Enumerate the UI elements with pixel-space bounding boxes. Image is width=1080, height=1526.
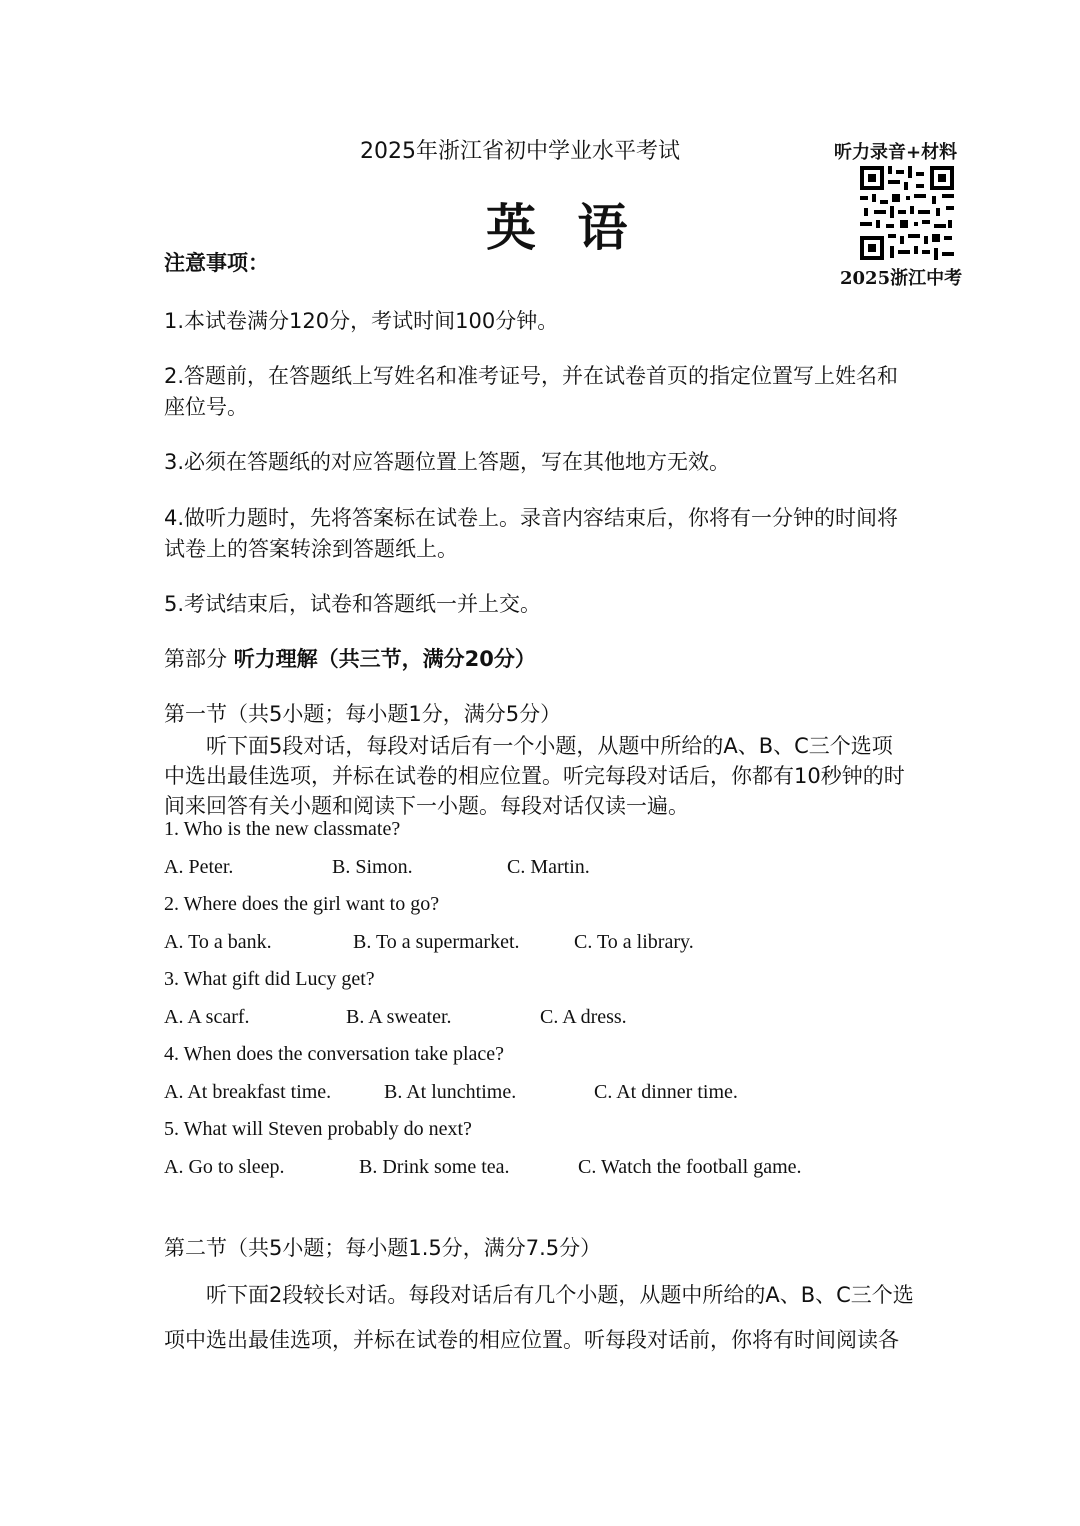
notice-item: 座位号。 bbox=[164, 395, 248, 419]
question-text: 2. Where does the girl want to go? bbox=[164, 893, 440, 915]
instruction-line: 中选出最佳选项，并标在试卷的相应位置。听完每段对话后，你都有10秒钟的时 bbox=[164, 764, 905, 788]
instruction-line: 间来回答有关小题和阅读下一小题。每段对话仅读一遍。 bbox=[164, 794, 689, 818]
option-c: C. To a library. bbox=[574, 931, 694, 953]
option-a: A. To a bank. bbox=[164, 931, 272, 953]
option-c: C. Martin. bbox=[507, 856, 590, 878]
exam-subtitle: 2025年浙江省初中学业水平考试 bbox=[360, 139, 680, 164]
instruction-line: 项中选出最佳选项，并标在试卷的相应位置。听每段对话前，你将有时间阅读各 bbox=[164, 1328, 899, 1352]
option-b: B. Drink some tea. bbox=[359, 1156, 510, 1178]
option-c: C. Watch the football game. bbox=[578, 1156, 802, 1178]
part-prefix: 第部分 bbox=[164, 647, 227, 671]
option-b: B. Simon. bbox=[332, 856, 413, 878]
question-text: 3. What gift did Lucy get? bbox=[164, 968, 375, 990]
option-a: A. At breakfast time. bbox=[164, 1081, 332, 1103]
option-b: B. At lunchtime. bbox=[384, 1081, 517, 1103]
option-c: C. At dinner time. bbox=[594, 1081, 738, 1103]
question-text: 5. What will Steven probably do next? bbox=[164, 1118, 472, 1140]
option-a: A. Go to sleep. bbox=[164, 1156, 285, 1178]
notice-item: 4.做听力题时，先将答案标在试卷上。录音内容结束后，你将有一分钟的时间将 bbox=[164, 506, 899, 530]
option-a: A. Peter. bbox=[164, 856, 234, 878]
option-b: B. A sweater. bbox=[346, 1006, 452, 1028]
instruction-line: 听下面5段对话，每段对话后有一个小题，从题中所给的A、B、C三个选项 bbox=[206, 734, 893, 758]
question-text: 4. When does the conversation take place? bbox=[164, 1043, 505, 1065]
notice-item: 2.答题前，在答题纸上写姓名和准考证号，并在试卷首页的指定位置写上姓名和 bbox=[164, 364, 899, 388]
notice-item: 5.考试结束后，试卷和答题纸一并上交。 bbox=[164, 592, 542, 616]
qr-bottom-caption: 2025浙江中考 bbox=[840, 268, 963, 289]
notice-heading: 注意事项： bbox=[164, 251, 269, 275]
option-c: C. A dress. bbox=[540, 1006, 627, 1028]
section-heading: 第二节（共5小题；每小题1.5分，满分7.5分） bbox=[164, 1236, 602, 1260]
option-b: B. To a supermarket. bbox=[353, 931, 520, 953]
qr-code-icon[interactable] bbox=[858, 164, 956, 262]
question-text: 1. Who is the new classmate? bbox=[164, 818, 401, 840]
notice-item: 1.本试卷满分120分，考试时间100分钟。 bbox=[164, 309, 559, 333]
notice-item: 试卷上的答案转涂到答题纸上。 bbox=[164, 537, 458, 561]
part-heading bbox=[164, 643, 536, 673]
section-heading: 第一节（共5小题；每小题1分，满分5分） bbox=[164, 702, 562, 726]
page-title: 英 语 bbox=[486, 198, 640, 257]
notice-item: 3.必须在答题纸的对应答题位置上答题，写在其他地方无效。 bbox=[164, 450, 731, 474]
qr-top-caption: 听力录音+材料 bbox=[834, 142, 958, 163]
option-a: A. A scarf. bbox=[164, 1006, 250, 1028]
part-title: 听力理解（共三节，满分20分） bbox=[233, 647, 536, 671]
instruction-line: 听下面2段较长对话。每段对话后有几个小题，从题中所给的A、B、C三个选 bbox=[206, 1283, 914, 1307]
